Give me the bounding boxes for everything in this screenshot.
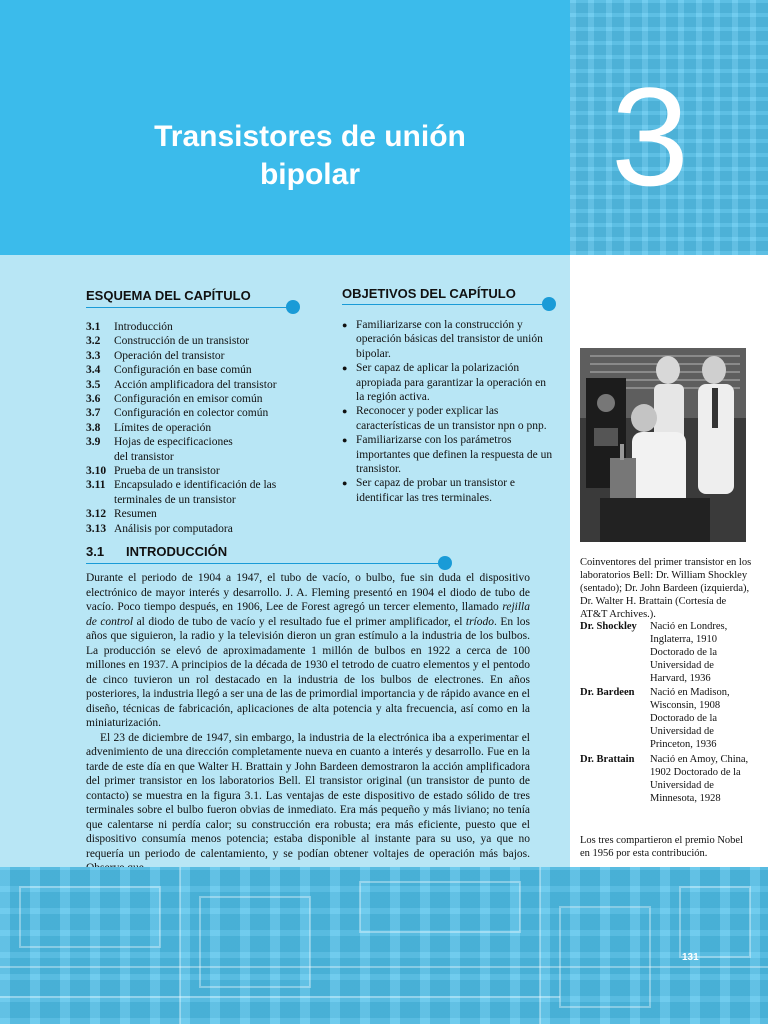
outline-item: 3.3 Operación del transistor xyxy=(86,349,225,362)
nobel-note: Los tres compartieron el premio Nobel en 1956 por esta contribución. xyxy=(580,835,743,859)
intro-section-title: INTRODUCCIÓN xyxy=(126,544,228,559)
outline-item: 3.4 Configuración en base común xyxy=(86,364,252,377)
chapter-number: 3 xyxy=(611,58,689,215)
outline-item: 3.13 Análisis por computadora xyxy=(86,522,233,535)
outline-rule-dot xyxy=(286,300,300,314)
intro-rule xyxy=(86,563,440,564)
bio-bardeen: Dr. Bardeen Nació en Madison, Wisconsin, 1908 Doctorado de la Universidad de Princeton, 1936 xyxy=(580,687,730,750)
objectives-list xyxy=(342,318,556,505)
intro-section-number: 3.1 xyxy=(86,544,105,559)
outline-heading: ESQUEMA DEL CAPÍTULO xyxy=(86,288,251,303)
outline-item: 3.5 Acción amplificadora del transistor xyxy=(86,378,277,391)
intro-paragraph-2: El 23 de diciembre de 1947, sin embargo, la industria de la electrónica iba a experimentar el advenimiento de una dirección completamente nueva en cuanto a interés y desarrollo. Fue en la tarde de este día en que Walter H. Brattain y John Bardeen demostraron la acción amplificadora del primer transistor en los laboratorios Bell. El transistor original (un transistor de punto de contacto) se muestra en la figura 3.1. Las ventajas de este dispositivo de estado sólido de tres terminales sobre el bulbo fueron obvias de inmediato. Era más pequeño y más liviano; no tenía que calentarse ni perdía calor; su construcción era robusta; era más eficiente, puesto que el dispositivo consumía menos potencia; estaba disponible al instante para su uso, ya que no requería un periodo de calentamiento, y se podían obtener voltajes de operación más bajos. xyxy=(86,731,530,860)
outline-item: 3.8 Límites de operación xyxy=(86,421,212,434)
outline-item: 3.6 Configuración en emisor común xyxy=(86,393,263,406)
outline-item: 3.10 Prueba de un transistor xyxy=(86,465,220,478)
objectives-rule xyxy=(342,304,548,305)
objective-item: ● Familiarizarse con los parámetros importantes que definen la respuesta de un transistor. xyxy=(342,433,556,476)
outline-item: 3.12 Resumen xyxy=(86,508,157,521)
bio-shockley: Dr. Shockley Nació en Londres, Inglaterra, 1910 Doctorado de la Universidad de Harvard, 1936 xyxy=(580,621,728,684)
objective-item: ● Ser capaz de aplicar la polarización apropiada para garantizar la operación en la región activa. xyxy=(342,361,556,404)
outline-item: 3.2 Construcción de un transistor xyxy=(86,335,250,348)
objectives-rule-dot xyxy=(542,297,556,311)
outline-item: 3.7 Configuración en colector común xyxy=(86,407,269,420)
circuit-board-footer xyxy=(0,867,768,1024)
objective-item: ● Reconocer y poder explicar las características de un transistor npn o pnp. xyxy=(342,404,556,433)
outline-item: 3.9 Hojas de especificaciones del transistor xyxy=(86,436,233,463)
objective-item: ● Ser capaz de probar un transistor e identificar las tres terminales. xyxy=(342,476,556,505)
intro-paragraph-1: Durante el periodo de 1904 a 1947, el tubo de vacío, o bulbo, fue sin duda el dispositivo electrónico de mayor interés y desarrollo. J. A. Fleming presentó en 1904 el diodo de tubo de vacío. Poco tiempo después, en 1906, Lee de Forest agregó un tercer elemento, llamado rejilla de control al diodo de tubo de vacío y el resultado fue el primer amplificador, el tríodo. En los años que siguieron, la radio y la televisión dieron un gran estímulo a la industria de los bulbos. La producción se elevó de aproximadamente 1 millón de bulbos en 1922 a cerca de 100 millones en 1937. A principios de la década de 1930 el tetrodo de cuatro elementos y el pentodo de cinco tuvieron un rol destacado en la industria de los bulbos de electrones. En años posteriores, la industria llegó a ser una de las de primordial importancia y de rápido avance en el diseño, técnicas de fabricación, aplicaciones de alta potencia y alta frecuencia, así como en la miniaturización. xyxy=(86,572,530,729)
chapter-outline-list xyxy=(86,320,316,536)
objective-item: ● Familiarizarse con la construcción y operación básicas del transistor de unión bipolar. xyxy=(342,318,556,361)
bio-brattain: Dr. Brattain Nació en Amoy, China, 1902 Doctorado de la Universidad de Minnesota, 1928 xyxy=(580,754,749,804)
inventors-photo xyxy=(580,348,746,542)
objectives-heading: OBJETIVOS DEL CAPÍTULO xyxy=(342,286,516,301)
outline-item: 3.1 Introducción xyxy=(86,321,173,333)
chapter-title: Transistores de unión bipolar xyxy=(154,120,466,191)
intro-rule-dot xyxy=(438,556,452,570)
outline-rule xyxy=(86,307,288,308)
outline-item: 3.11 Encapsulado e identificación de las terminales de un transistor xyxy=(86,479,277,506)
photo-caption: Coinventores del primer transistor en los laboratorios Bell: Dr. William Shockley (sentado); Dr. John Bardeen (izquierda), Dr. Walter H. Brattain (Cortesía de AT&T Archives.). xyxy=(580,557,752,620)
page-number: 131 xyxy=(682,952,699,963)
circuit-board-pattern xyxy=(0,867,768,1024)
intro-body-text xyxy=(86,571,530,876)
inventors-photo-illustration xyxy=(580,348,746,542)
